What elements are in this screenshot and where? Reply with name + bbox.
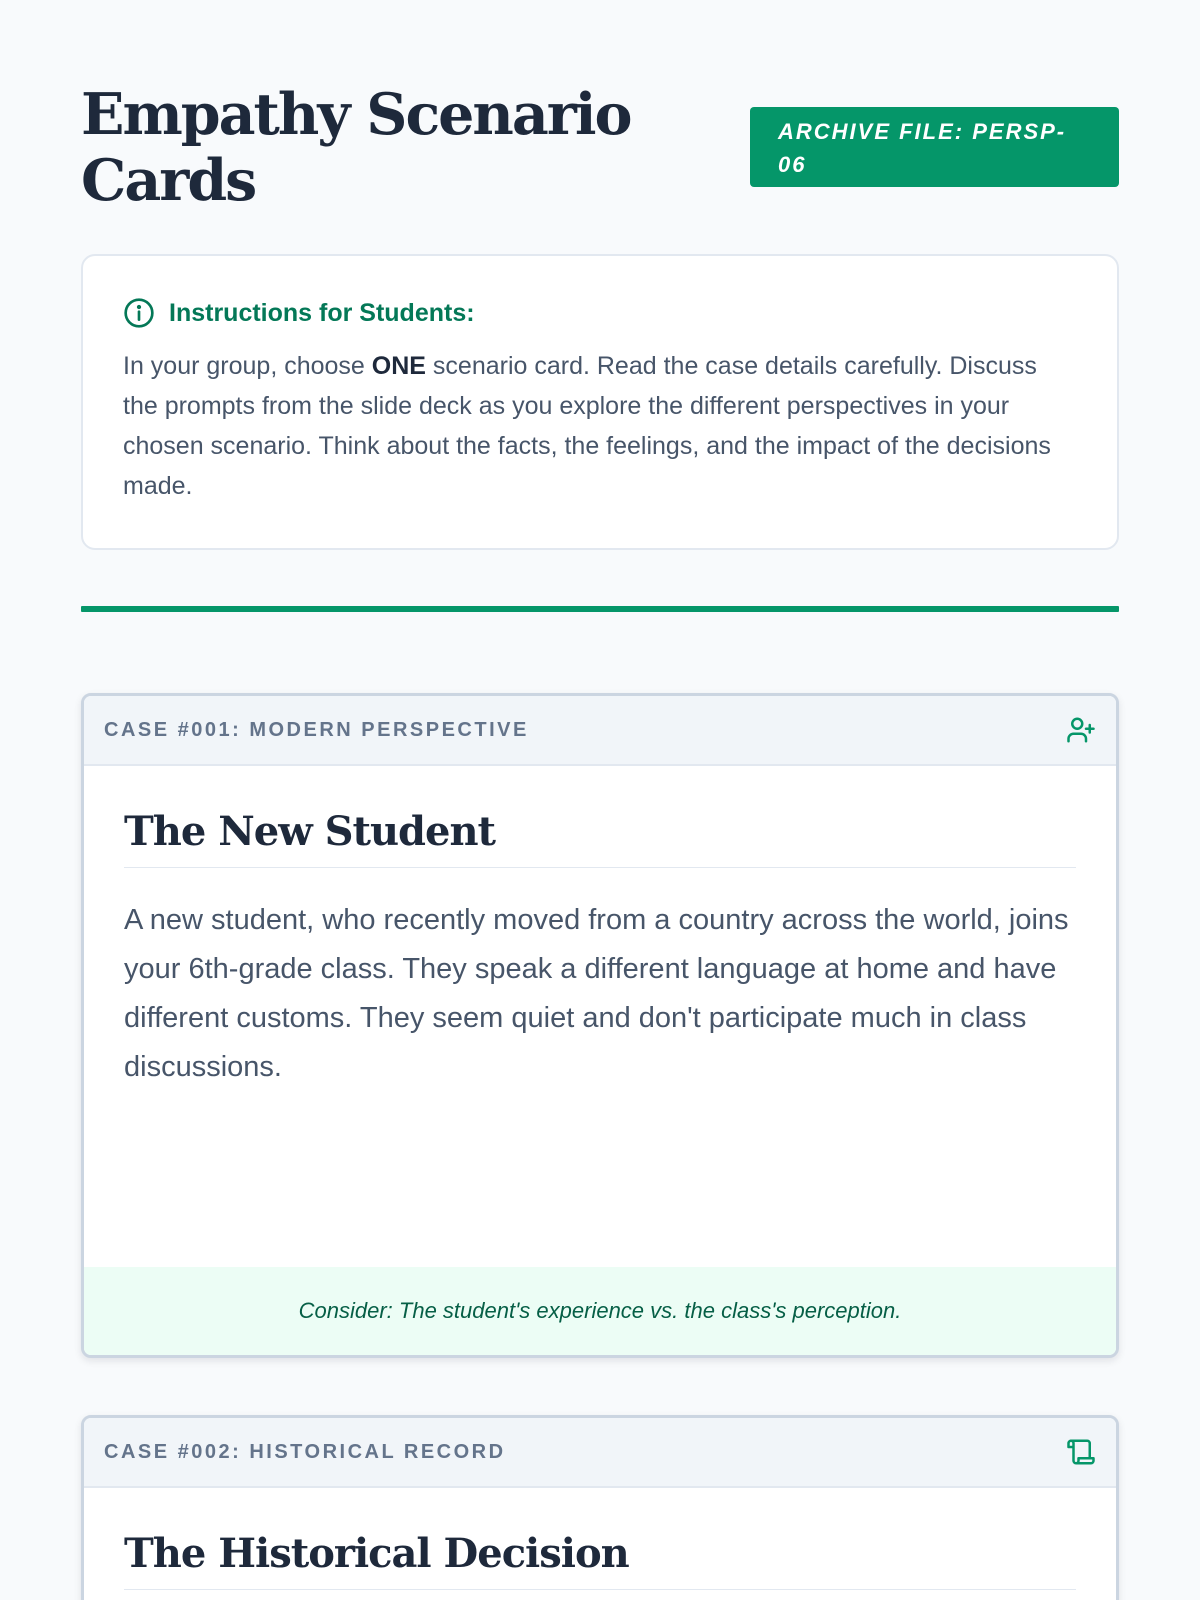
card-body: [84, 766, 1116, 1092]
page-title: Empathy Scenario Cards: [81, 81, 631, 214]
case-label: CASE #002: HISTORICAL RECORD: [104, 1440, 506, 1463]
instructions-text-end: scenario card. Read the case details carefully. Discuss the prompts from the slide deck as you explore the different perspectives in your chosen scenario. Think about the facts, the feelings, and the impact of the decisions made.: [123, 352, 1051, 500]
info-icon: [123, 297, 155, 329]
card-body: [84, 1488, 1116, 1590]
case-label: CASE #001: MODERN PERSPECTIVE: [104, 718, 529, 741]
instructions-header: [123, 296, 1077, 330]
page-header: [81, 0, 1119, 214]
card-description: A new student, who recently moved from a country across the world, joins your 6th-grade class. They speak a different language at home and have different customs. They seem quiet and don't participate much in class discussions.: [124, 904, 1069, 1083]
card-footer-prompt: Consider: The student's experience vs. the class's perception.: [84, 1267, 1116, 1355]
section-divider: [81, 606, 1119, 612]
card-title: The Historical Decision: [124, 1530, 1076, 1590]
instructions-title: Instructions for Students:: [169, 298, 475, 327]
scroll-icon: [1066, 1437, 1096, 1467]
card-title: The New Student: [124, 808, 1076, 868]
user-plus-icon: [1066, 715, 1096, 745]
instructions-text: [123, 346, 1077, 506]
archive-file-badge: ARCHIVE FILE: PERSP-06: [750, 107, 1119, 187]
card-header: [84, 696, 1116, 766]
instructions-panel: [81, 254, 1119, 550]
scenario-card-1[interactable]: [81, 693, 1119, 1358]
instructions-text-start: In your group, choose: [123, 352, 372, 380]
scenario-card-2[interactable]: [81, 1415, 1119, 1600]
instructions-emphasis: ONE: [371, 352, 426, 380]
card-header: [84, 1418, 1116, 1488]
